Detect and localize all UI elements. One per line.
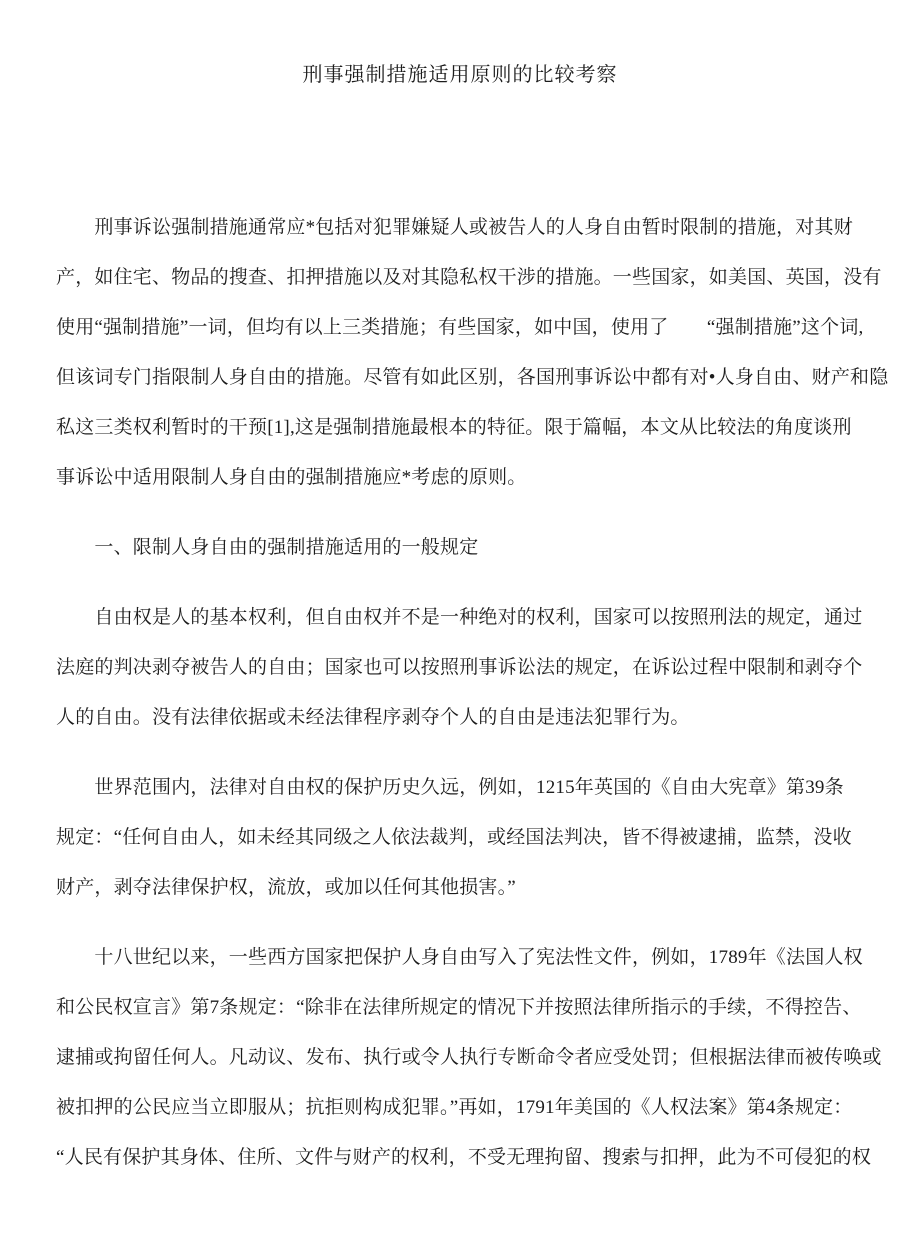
text-line: 规定：“任何自由人，如未经其同级之人依法裁判，或经国法判决，皆不得被逮捕，监禁，没收 — [56, 827, 852, 848]
text-line: 财产，剥夺法律保护权，流放，或加以任何其他损害。” — [56, 877, 516, 898]
paragraph — [56, 203, 889, 503]
text-line: “人民有保护其身体、住所、文件与财产的权利，不受无理拘留、搜索与扣押，此为不可侵犯的权 — [56, 1147, 872, 1168]
text-line: 私这三类权利暂时的干预[1],这是强制措施最根本的特征。限于篇幅，本文从比较法的角度谈刑 — [56, 417, 852, 438]
text-line: 世界范围内，法律对自由权的保护历史久远，例如，1215年英国的《自由大宪章》第39条 — [56, 777, 844, 798]
paragraph — [56, 763, 868, 913]
text-line: 但该词专门指限制人身自由的措施。尽管有如此区别，各国刑事诉讼中都有对•人身自由、财产和隐 — [56, 367, 889, 388]
text-line: 和公民权宣言》第7条规定：“除非在法律所规定的情况下并按照法律所指示的手续，不得控告、 — [56, 997, 862, 1018]
document-title: 刑事强制措施适用原则的比较考察 — [302, 64, 618, 86]
text-line: 十八世纪以来，一些西方国家把保护人身自由写入了宪法性文件，例如，1789年《法国人权 — [56, 947, 863, 968]
text-line: 使用“强制措施”一词，但均有以上三类措施；有些国家，如中国，使用了 “强制措施”这个词, — [56, 317, 864, 338]
text-line: 逮捕或拘留任何人。凡动议、发布、执行或令人执行专断命令者应受处罚；但根据法律而被传唤或 — [56, 1047, 882, 1068]
paragraph — [56, 933, 882, 1183]
text-line: 一、限制人身自由的强制措施适用的一般规定 — [56, 537, 479, 558]
text-line: 事诉讼中适用限制人身自由的强制措施应*考虑的原则。 — [56, 467, 527, 488]
text-line: 产，如住宅、物品的搜查、扣押措施以及对其隐私权干涉的措施。一些国家，如美国、英国，没有 — [56, 267, 882, 288]
paragraph — [56, 593, 868, 743]
text-line: 法庭的判决剥夺被告人的自由；国家也可以按照刑事诉讼法的规定，在诉讼过程中限制和剥夺个 — [56, 657, 863, 678]
document-body — [0, 203, 920, 1183]
text-line: 自由权是人的基本权利，但自由权并不是一种绝对的权利，国家可以按照刑法的规定，通过 — [56, 607, 863, 628]
section-heading — [56, 523, 868, 573]
text-line: 人的自由。没有法律依据或未经法律程序剥夺个人的自由是违法犯罪行为。 — [56, 707, 690, 728]
text-line: 刑事诉讼强制措施通常应*包括对犯罪嫌疑人或被告人的人身自由暂时限制的措施，对其财 — [56, 217, 853, 238]
text-line: 被扣押的公民应当立即服从；抗拒则构成犯罪。”再如，1791年美国的《人权法案》第4条规定： — [56, 1097, 853, 1118]
